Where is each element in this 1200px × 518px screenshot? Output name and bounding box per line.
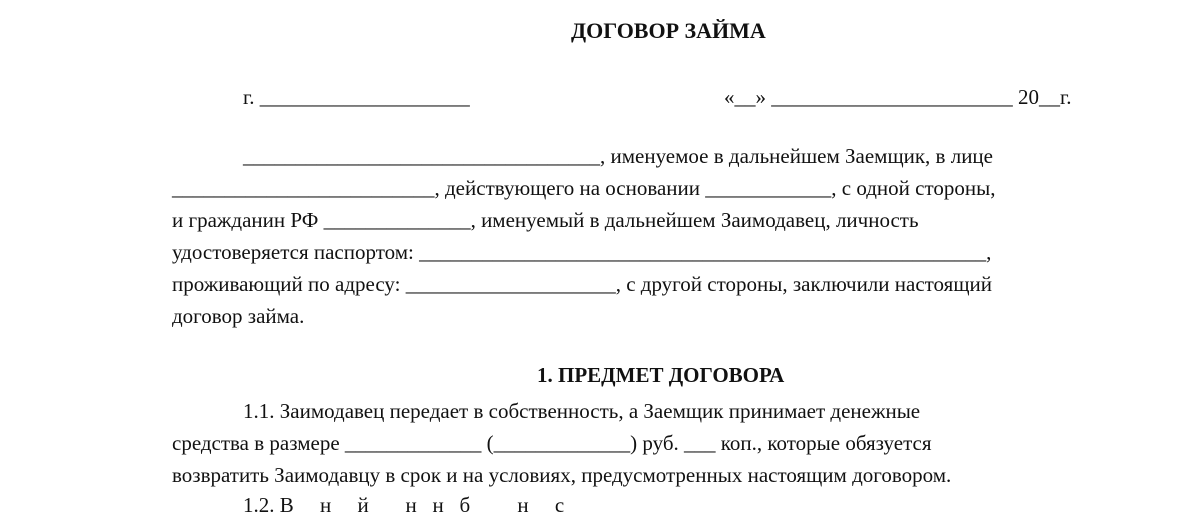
- preamble-line: и гражданин РФ ______________, именуемый в дальнейшем Заимодавец, личность: [172, 208, 919, 232]
- date-line: «__» _______________________ 20__г.: [724, 85, 1072, 109]
- section-heading: 1. ПРЕДМЕТ ДОГОВОРА: [537, 363, 785, 387]
- section-line: возвратить Заимодавцу в срок и на условиях, предусмотренных настоящим договором.: [172, 463, 952, 487]
- preamble-line: удостоверяется паспортом: ______________________________________________________,: [172, 240, 992, 264]
- preamble-line: договор займа.: [172, 304, 305, 328]
- preamble-line: проживающий по адресу: ____________________, с другой стороны, заключили настоящий: [172, 272, 992, 296]
- document-title: ДОГОВОР ЗАЙМА: [571, 18, 766, 43]
- section-line-cut: 1.2. В н й н н б н с: [243, 493, 565, 517]
- section-line: средства в размере _____________ (_____________) руб. ___ коп., которые обязуется: [172, 431, 932, 455]
- preamble-line: _________________________, действующего на основании ____________, с одной стороны,: [172, 176, 996, 200]
- preamble-line: __________________________________, именуемое в дальнейшем Заемщик, в лице: [243, 144, 993, 168]
- section-line: 1.1. Заимодавец передает в собственность, а Заемщик принимает денежные: [243, 399, 921, 423]
- place-line: г. ____________________: [243, 85, 470, 109]
